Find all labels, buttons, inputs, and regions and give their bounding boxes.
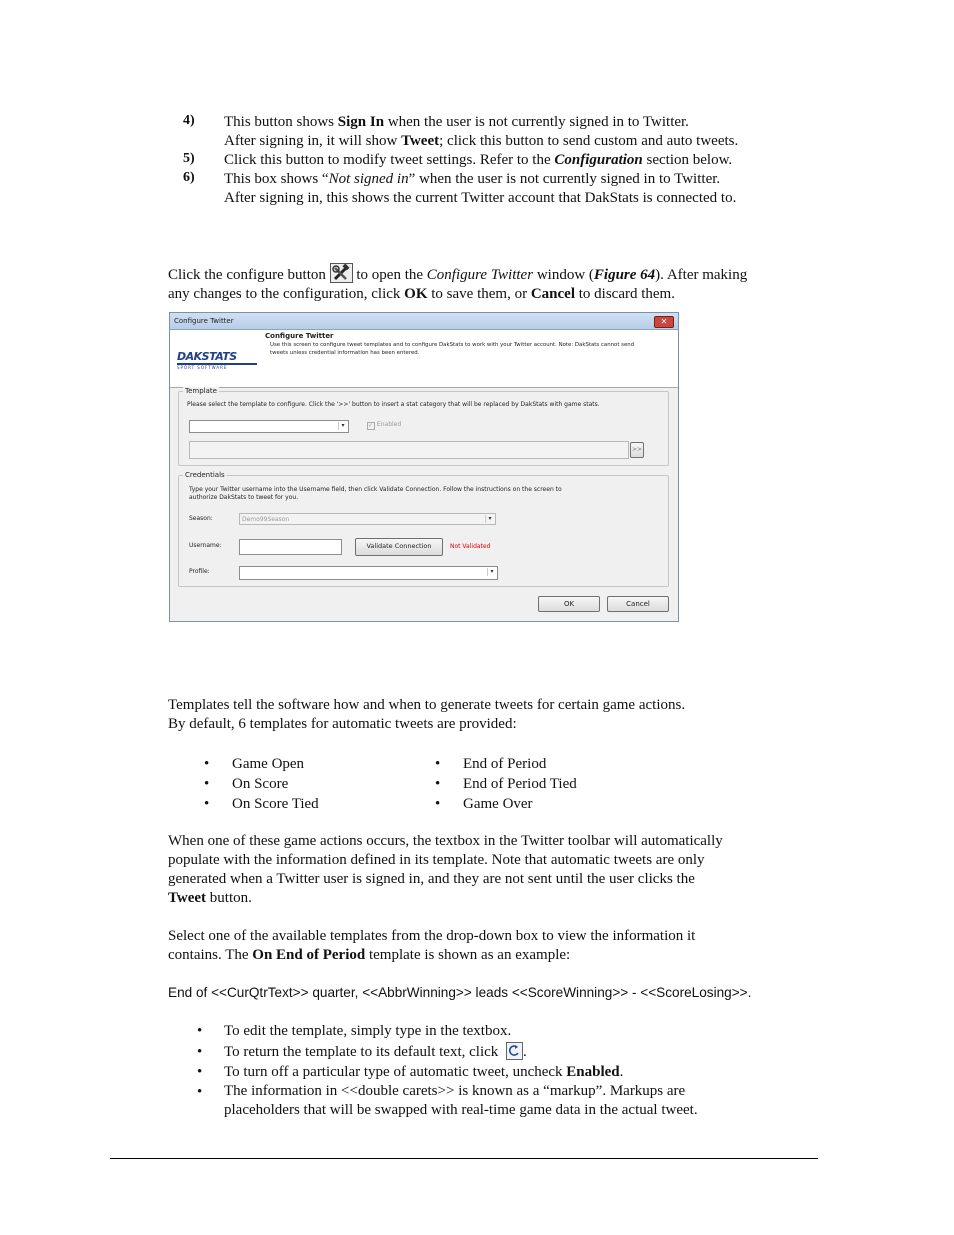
credentials-legend: Credentials	[185, 471, 225, 479]
season-select[interactable]: Demo99Season ▾	[239, 513, 496, 525]
profile-select[interactable]	[239, 566, 498, 580]
reset-default-icon	[506, 1042, 523, 1060]
season-label: Season:	[189, 515, 213, 522]
configure-paragraph: Click the configure button to open the Configure Twitter window (Figure 64). After making any changes to the configuration, click OK to save them, or Cancel to discard them.	[168, 263, 828, 304]
auto-tweet-paragraph: When one of these game actions occurs, the textbox in the Twitter toolbar will automatically populate with the information defined in its template. Note that automatic tweets are only generated when a Twitter user is signed in, and they are not sent until the user clicks the Tweet button.	[168, 833, 723, 906]
chevron-down-icon: ▾	[487, 568, 496, 576]
dakstats-logo: DAKSTATS SPORT SOFTWARE	[177, 350, 257, 370]
insert-stat-button[interactable]: >>	[630, 442, 644, 458]
credentials-description: Type your Twitter username into the Username field, then click Validate Connection. Follow the instructions on the screen to authorize DakStats to tweet for you.	[189, 486, 562, 501]
cancel-button[interactable]: Cancel	[607, 596, 669, 612]
validate-connection-button[interactable]: Validate Connection	[355, 538, 443, 556]
item-text: This box shows “Not signed in” when the user is not currently signed in to Twitter. After signing in, this shows the current Twitter account that DakStats is connected to.	[224, 171, 737, 206]
item-number: 4)	[183, 113, 195, 128]
footer-rule	[110, 1158, 818, 1159]
example-template-text: End of <<CurQtrText>> quarter, <<AbbrWinning>> leads <<ScoreWinning>> - <<ScoreLosing>>.	[168, 985, 752, 1000]
profile-label: Profile:	[189, 568, 210, 575]
username-label: Username:	[189, 542, 222, 549]
item-text: This button shows Sign In when the user is not currently signed in to Twitter. After signing in, it will show Tweet; click this button to send custom and auto tweets.	[224, 114, 739, 149]
dialog-title: Configure Twitter	[174, 317, 234, 325]
validation-status: Not Validated	[450, 543, 491, 550]
ok-button[interactable]: OK	[538, 596, 600, 612]
dialog-titlebar	[170, 313, 678, 330]
template-description: Please select the template to configure. Click the '>>' button to insert a stat category that will be replaced by DakStats with game stats.	[187, 401, 600, 408]
header-description: Use this screen to configure tweet templates and to configure DakStats to work with your Twitter account. Note: DakStats cannot send tweets unless credential information has been entered.	[270, 342, 635, 356]
chevron-down-icon: ▾	[338, 422, 347, 430]
configure-tools-icon	[330, 263, 353, 283]
configure-twitter-dialog	[169, 312, 679, 622]
template-select[interactable]	[189, 420, 349, 433]
username-input[interactable]	[239, 539, 342, 555]
credentials-group	[178, 471, 669, 587]
close-icon: ✕	[660, 317, 668, 326]
template-group	[178, 387, 669, 466]
select-template-paragraph: Select one of the available templates from the drop-down box to view the information it contains. The On End of Period template is shown as an example:	[168, 928, 696, 963]
template-legend: Template	[185, 387, 217, 395]
templates-paragraph: Templates tell the software how and when to generate tweets for certain game actions. By default, 6 templates for automatic tweets are provided:	[168, 697, 686, 732]
item-number: 5)	[183, 151, 195, 166]
check-icon: ✓	[368, 422, 374, 429]
enabled-checkbox[interactable]: ✓ Enabled	[368, 421, 402, 429]
close-button[interactable]	[654, 316, 674, 328]
dialog-header	[170, 330, 678, 388]
item-text: Click this button to modify tweet settings. Refer to the Configuration section below.	[224, 152, 733, 168]
header-title: Configure Twitter	[265, 332, 334, 340]
chevron-down-icon: ▾	[485, 515, 494, 523]
item-number: 6)	[183, 170, 195, 185]
template-textbox[interactable]	[189, 441, 629, 459]
